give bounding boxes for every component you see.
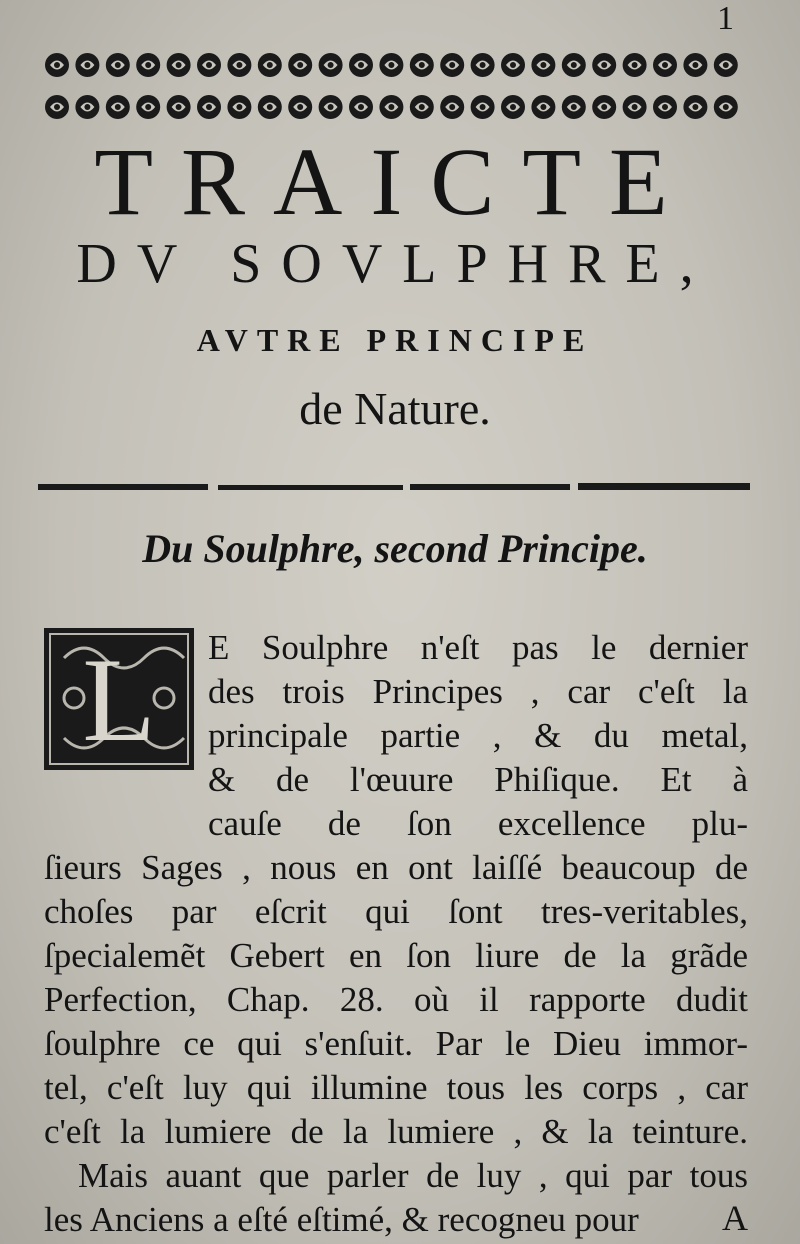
ornament-motif bbox=[197, 95, 221, 119]
title-traicte: TRAICTE bbox=[94, 128, 696, 235]
ornament-motif bbox=[227, 95, 251, 119]
ornament-motif bbox=[714, 53, 738, 77]
drop-cap-letter: L bbox=[82, 633, 156, 766]
ornament-motif bbox=[227, 53, 251, 77]
decorative-rules bbox=[38, 478, 750, 496]
ornamental-border bbox=[38, 44, 748, 130]
ornament-motif bbox=[410, 53, 434, 77]
title-autre-principe: AVTRE PRINCIPE bbox=[196, 322, 594, 358]
body-line-3: principale partie , & du metal, bbox=[208, 716, 748, 755]
body-line-10: ſoulphre ce qui s'enſuit. Par le Dieu immor- bbox=[44, 1024, 748, 1063]
ornament-motif bbox=[136, 95, 160, 119]
ornament-motif bbox=[288, 53, 312, 77]
section-title: Du Soulphre, second Principe. bbox=[142, 526, 648, 571]
ornament-motif bbox=[471, 53, 495, 77]
ornament-motif bbox=[319, 95, 343, 119]
ornament-motif bbox=[653, 95, 677, 119]
ornament-motif bbox=[501, 53, 525, 77]
drop-cap bbox=[44, 628, 194, 770]
ornament-motif bbox=[531, 95, 555, 119]
ornament-motif bbox=[167, 95, 191, 119]
catchword: A bbox=[722, 1198, 748, 1238]
ornament-motif bbox=[136, 53, 160, 77]
ornament-motif bbox=[471, 95, 495, 119]
ornament-motif bbox=[440, 95, 464, 119]
ornament-motif bbox=[45, 53, 69, 77]
ornament-motif bbox=[349, 53, 373, 77]
body-line-14: les Anciens a eſté eſtimé, & recogneu pour bbox=[44, 1200, 639, 1239]
body-line-13: Mais auant que parler de luy , qui par tous bbox=[78, 1156, 748, 1195]
ornament-motif bbox=[562, 95, 586, 119]
ornament-motif bbox=[379, 53, 403, 77]
ornament-motif bbox=[410, 95, 434, 119]
page-number: 1 bbox=[717, 0, 734, 37]
ornament-motif bbox=[683, 95, 707, 119]
title-du-soulphre: DV SOVLPHRE, bbox=[76, 233, 714, 295]
drop-cap-ornament-icon bbox=[44, 628, 194, 770]
ornament-motif bbox=[167, 53, 191, 77]
ornament-motif bbox=[592, 95, 616, 119]
ornament-motif bbox=[106, 95, 130, 119]
ornament-motif bbox=[75, 53, 99, 77]
ornament-motif bbox=[258, 95, 282, 119]
body-line-1: E Soulphre n'eſt pas le dernier bbox=[208, 628, 748, 667]
body-line-6: ſieurs Sages , nous en ont laiſſé beaucoup de bbox=[44, 848, 748, 887]
ornament-motif bbox=[531, 53, 555, 77]
ornament-motif bbox=[319, 53, 343, 77]
ornament-motif bbox=[714, 95, 738, 119]
title-de-nature: de Nature. bbox=[299, 383, 491, 434]
body-line-12: c'eſt la lumiere de la lumiere , & la teinture. bbox=[44, 1112, 748, 1151]
body-line-2: des trois Principes , car c'eſt la bbox=[208, 672, 748, 711]
ornament-motif bbox=[592, 53, 616, 77]
ornament-motif bbox=[623, 95, 647, 119]
ornament-motif bbox=[106, 53, 130, 77]
ornament-motif bbox=[45, 95, 69, 119]
ornament-motif bbox=[562, 53, 586, 77]
ornament-motif bbox=[623, 53, 647, 77]
ornament-motif bbox=[197, 53, 221, 77]
body-line-7: choſes par eſcrit qui ſont tres-veritables, bbox=[44, 892, 748, 931]
ornament-motif bbox=[288, 95, 312, 119]
body-line-9: Perfection, Chap. 28. où il rapporte dudit bbox=[44, 980, 748, 1019]
body-line-5: cauſe de ſon excellence plu- bbox=[208, 804, 748, 843]
ornament-motif bbox=[379, 95, 403, 119]
body-line-11: tel, c'eſt luy qui illumine tous les corps , car bbox=[44, 1068, 748, 1107]
ornament-motif bbox=[349, 95, 373, 119]
body-line-8: ſpecialemẽt Gebert en ſon liure de la grãde bbox=[44, 936, 748, 975]
ornament-motif bbox=[501, 95, 525, 119]
ornament-motif bbox=[653, 53, 677, 77]
ornament-motif bbox=[258, 53, 282, 77]
ornament-motif bbox=[440, 53, 464, 77]
ornament-motif bbox=[75, 95, 99, 119]
body-line-4: & de l'œuure Phiſique. Et à bbox=[208, 760, 748, 799]
ornament-motif bbox=[683, 53, 707, 77]
